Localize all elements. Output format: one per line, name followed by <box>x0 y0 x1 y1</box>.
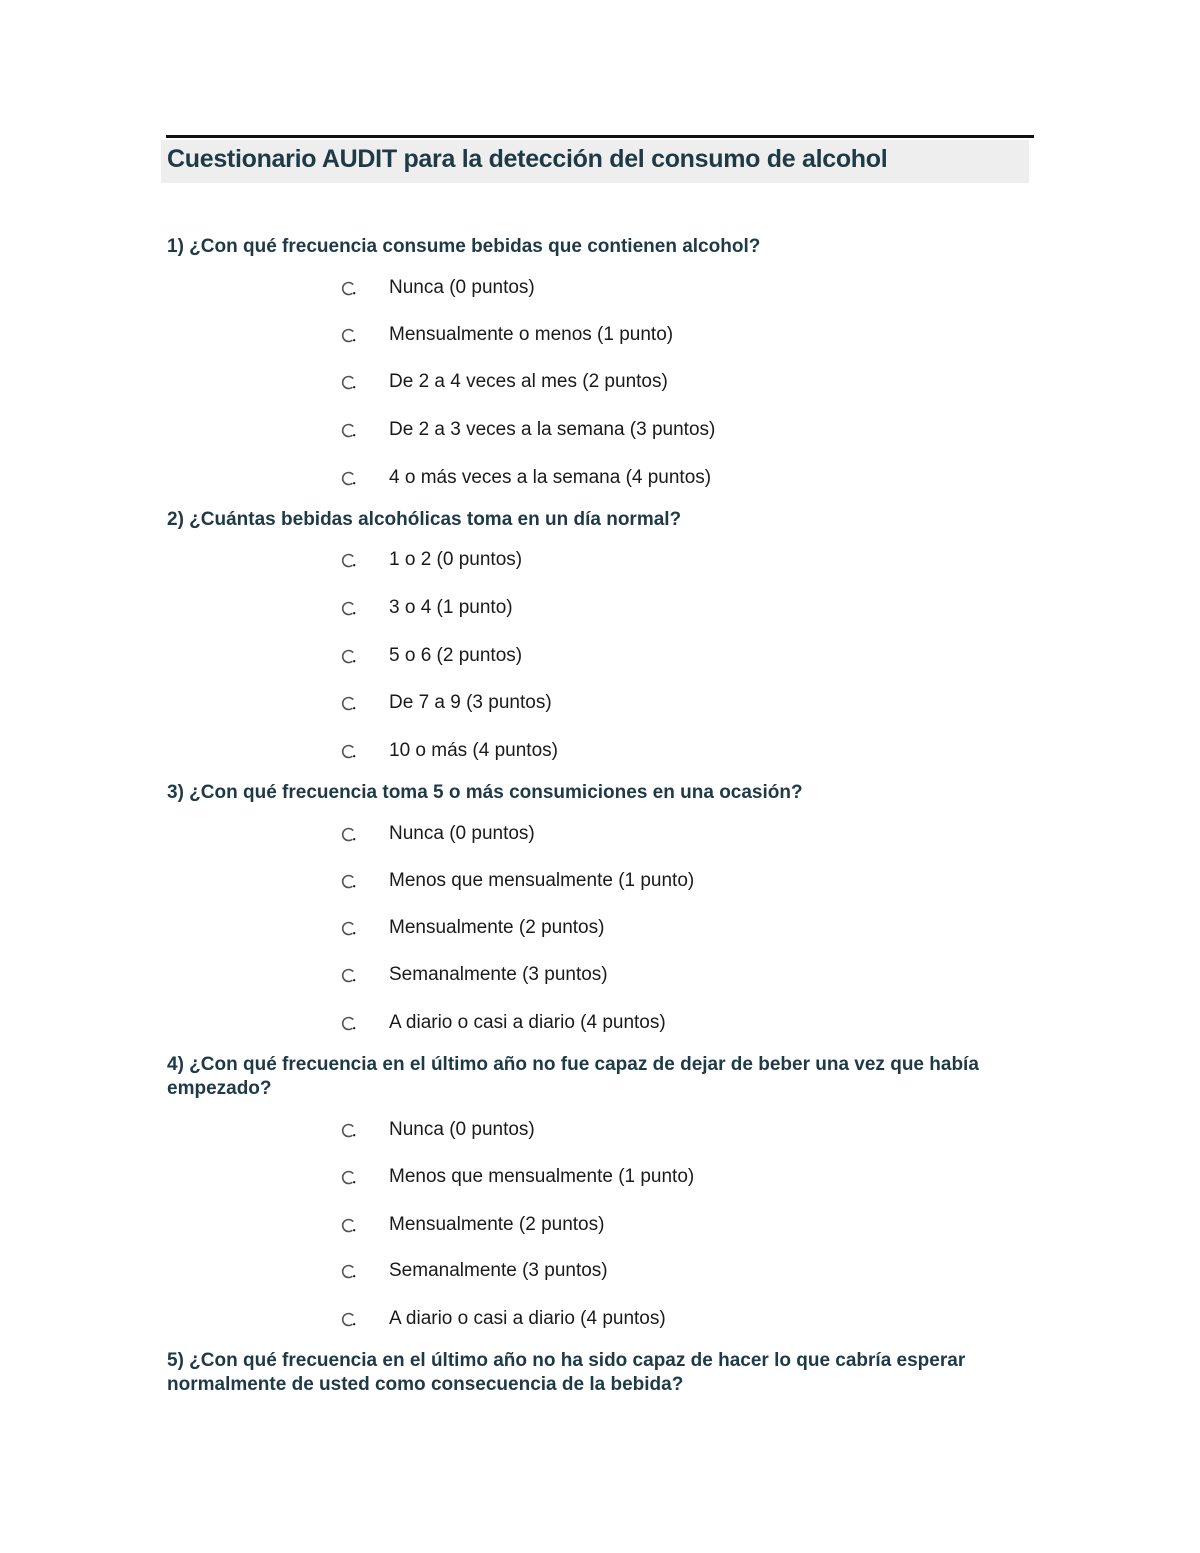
option-q4-3[interactable] <box>341 1212 604 1238</box>
option-q4-2[interactable] <box>341 1164 694 1190</box>
option-q1-2[interactable] <box>341 322 673 348</box>
radio-button-icon[interactable] <box>341 649 356 664</box>
option-q4-4[interactable] <box>341 1258 608 1284</box>
option-label: Mensualmente (2 puntos) <box>389 1214 605 1235</box>
radio-button-icon[interactable] <box>341 375 356 390</box>
question-5: 5) ¿Con qué frecuencia en el último año no ha sido capaz de hacer lo que cabría esperar normalmente de usted como consecuencia de la bebida? <box>167 1350 966 1395</box>
radio-button-icon[interactable] <box>341 921 356 936</box>
option-label: Semanalmente (3 puntos) <box>389 1260 608 1281</box>
option-label: 1 o 2 (0 puntos) <box>389 549 523 570</box>
radio-button-icon[interactable] <box>341 281 356 296</box>
radio-button-icon[interactable] <box>341 1218 356 1233</box>
option-q3-4[interactable] <box>341 962 608 988</box>
option-label: Semanalmente (3 puntos) <box>389 964 608 985</box>
radio-button-icon[interactable] <box>341 328 356 343</box>
question-4: 4) ¿Con qué frecuencia en el último año no fue capaz de dejar de beber una vez que había empezado? <box>167 1054 979 1099</box>
option-label: Mensualmente (2 puntos) <box>389 917 605 938</box>
option-q2-4[interactable] <box>341 690 552 716</box>
option-label: A diario o casi a diario (4 puntos) <box>389 1308 666 1329</box>
radio-button-icon[interactable] <box>341 968 356 983</box>
option-q4-1[interactable] <box>341 1117 535 1143</box>
radio-button-icon[interactable] <box>341 1016 356 1031</box>
option-label: De 2 a 3 veces a la semana (3 puntos) <box>389 419 716 440</box>
option-label: Menos que mensualmente (1 punto) <box>389 870 695 891</box>
option-q3-2[interactable] <box>341 868 694 894</box>
option-label: 3 o 4 (1 punto) <box>389 597 513 618</box>
option-label: Nunca (0 puntos) <box>389 823 535 844</box>
option-q3-1[interactable] <box>341 821 535 847</box>
option-label: De 2 a 4 veces al mes (2 puntos) <box>389 371 668 392</box>
question-1: 1) ¿Con qué frecuencia consume bebidas que contienen alcohol? <box>167 236 761 257</box>
option-q2-5[interactable] <box>341 738 558 764</box>
radio-button-icon[interactable] <box>341 601 356 616</box>
radio-button-icon[interactable] <box>341 744 356 759</box>
option-label: De 7 a 9 (3 puntos) <box>389 692 552 713</box>
option-q1-3[interactable] <box>341 369 668 395</box>
option-q3-3[interactable] <box>341 915 604 941</box>
question-2: 2) ¿Cuántas bebidas alcohólicas toma en un día normal? <box>167 509 682 530</box>
radio-button-icon[interactable] <box>341 553 356 568</box>
option-q2-1[interactable] <box>341 547 522 573</box>
option-q3-5[interactable] <box>341 1010 666 1036</box>
option-label: 4 o más veces a la semana (4 puntos) <box>389 467 712 488</box>
option-q2-3[interactable] <box>341 643 522 669</box>
radio-button-icon[interactable] <box>341 1264 356 1279</box>
option-label: A diario o casi a diario (4 puntos) <box>389 1012 666 1033</box>
radio-button-icon[interactable] <box>341 827 356 842</box>
option-q1-5[interactable] <box>341 465 711 491</box>
option-label: Nunca (0 puntos) <box>389 1119 535 1140</box>
option-label: 10 o más (4 puntos) <box>389 740 558 761</box>
radio-button-icon[interactable] <box>341 423 356 438</box>
radio-button-icon[interactable] <box>341 696 356 711</box>
radio-button-icon[interactable] <box>341 1312 356 1327</box>
option-q1-4[interactable] <box>341 417 715 443</box>
option-label: Mensualmente o menos (1 punto) <box>389 324 674 345</box>
page-title: Cuestionario AUDIT para la detección del consumo de alcohol <box>167 145 888 173</box>
radio-button-icon[interactable] <box>341 1123 356 1138</box>
option-label: Menos que mensualmente (1 punto) <box>389 1166 695 1187</box>
radio-button-icon[interactable] <box>341 874 356 889</box>
option-label: Nunca (0 puntos) <box>389 277 535 298</box>
option-label: 5 o 6 (2 puntos) <box>389 645 523 666</box>
title-banner <box>161 140 1029 183</box>
option-q2-2[interactable] <box>341 595 513 621</box>
radio-button-icon[interactable] <box>341 1170 356 1185</box>
question-3: 3) ¿Con qué frecuencia toma 5 o más consumiciones en una ocasión? <box>167 782 803 803</box>
radio-button-icon[interactable] <box>341 471 356 486</box>
title-top-rule <box>166 135 1034 138</box>
option-q1-1[interactable] <box>341 275 535 301</box>
option-q4-5[interactable] <box>341 1306 666 1332</box>
